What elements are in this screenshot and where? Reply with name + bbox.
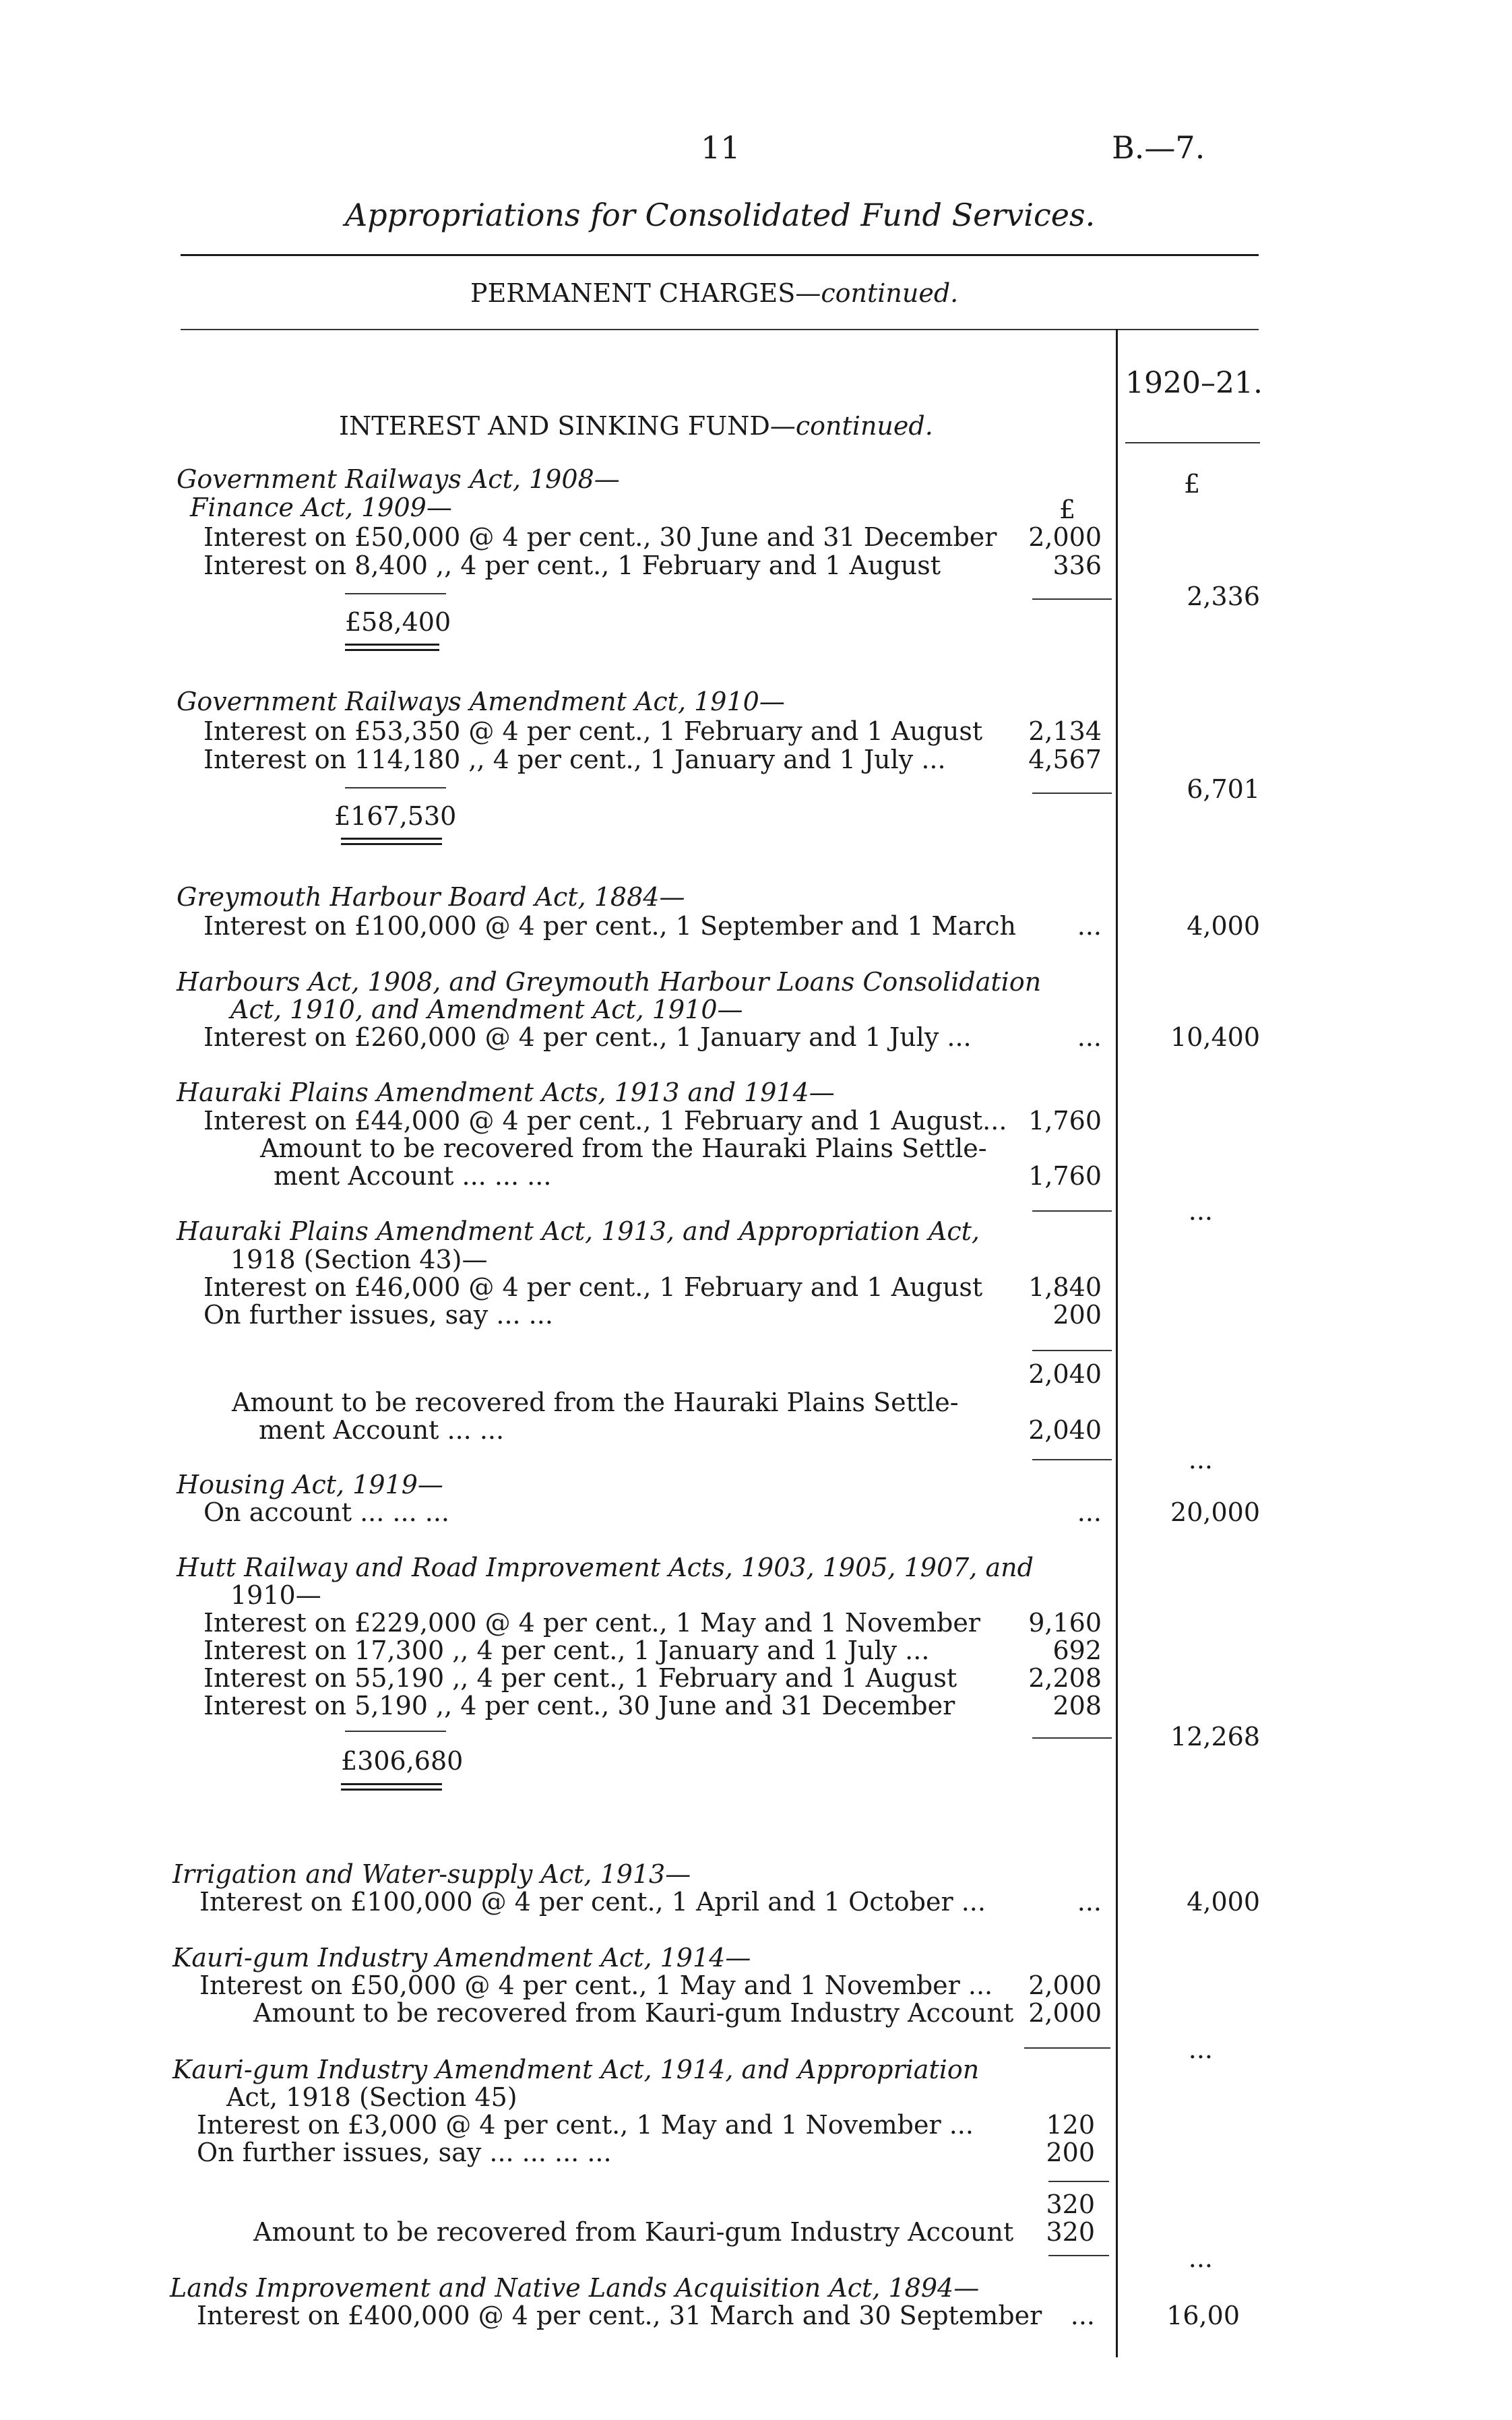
entry-title: Irrigation and Water-supply Act, 1913— [172,1859,691,1889]
entry-line: Interest on £50,000 @ 4 per cent., 30 June and 31 December [203,522,997,552]
section-heading-cont: continued. [821,278,959,308]
entry-title: Government Railways Amendment Act, 1910— [177,687,785,716]
entry-title: Harbours Act, 1908, and Greymouth Harbour Loans Consolidation [177,967,1042,997]
capital-double-rule [341,838,442,845]
entry-subtotal: 320 [1046,2190,1095,2219]
column-rule [1032,793,1112,794]
entry-amount: ... [1077,1887,1102,1917]
section-heading-text: PERMANENT CHARGES— [470,278,821,308]
entry-line: Interest on £53,350 @ 4 per cent., 1 February and 1 August [203,716,983,746]
capital-double-rule [345,644,439,651]
subsection-heading [339,412,933,440]
page-title: Appropriations for Consolidated Fund Services. [345,197,1096,233]
entry-line: Interest on 5,190 ,, 4 per cent., 30 June and 31 December [203,1691,955,1720]
entry-total: 12,268 [1170,1722,1260,1751]
entry-line: Interest on £260,000 @ 4 per cent., 1 January and 1 July ... [203,1022,972,1052]
entry-amount: 200 [1046,2138,1095,2167]
entry-amount: ... [1077,1022,1102,1052]
column-rule [1032,1737,1112,1739]
entry-line: Interest on 114,180 ,, 4 per cent., 1 January and 1 July ... [203,745,946,774]
entry-line: Interest on 55,190 ,, 4 per cent., 1 February and 1 August [203,1663,957,1693]
entry-amount: ... [1070,2301,1095,2330]
capital-double-rule [341,1783,442,1791]
entry-amount: 2,134 [1028,716,1102,746]
entry-line: Interest on 8,400 ,, 4 per cent., 1 February and 1 August [203,551,941,580]
entry-title: Kauri-gum Industry Amendment Act, 1914, and Appropriation [172,2055,980,2084]
column-rule [1048,2255,1109,2256]
entry-amount: 336 [1052,551,1102,580]
capital-total: £167,530 [334,801,457,831]
column-rule [1032,598,1112,600]
column-rule [1032,1210,1112,1212]
currency-left-header: £ [1059,495,1076,524]
entry-total: 10,400 [1170,1022,1260,1052]
entry-line: ment Account ... ... ... [274,1161,552,1191]
entry-amount: 120 [1046,2110,1095,2140]
entry-title: Hutt Railway and Road Improvement Acts, 1903, 1905, 1907, and [177,1553,1034,1582]
entry-amount: 2,000 [1028,1998,1102,2028]
entry-title: Government Railways Act, 1908— [177,464,620,494]
entry-amount: 4,567 [1028,745,1102,774]
capital-rule [345,593,446,594]
entry-total: 4,000 [1187,911,1260,941]
entry-line: Amount to be recovered from the Hauraki Plains Settle- [260,1134,987,1163]
section-rule [181,329,1259,330]
capital-total: £58,400 [345,607,451,637]
capital-rule [345,787,446,788]
paper-code: B.—7. [1112,129,1205,166]
entry-amount: 208 [1052,1691,1102,1720]
entry-title: Act, 1918 (Section 45) [226,2082,517,2112]
entry-line: Interest on £100,000 @ 4 per cent., 1 April and 1 October ... [199,1887,986,1917]
entry-line: On further issues, say ... ... [203,1300,553,1330]
capital-rule [345,1731,446,1732]
entry-amount: 2,000 [1028,1971,1102,2000]
entry-line: Amount to be recovered from Kauri-gum Industry Account [253,2217,1014,2247]
entry-line: Interest on £400,000 @ 4 per cent., 31 March and 30 September [197,2301,1042,2330]
entry-title: 1918 (Section 43)— [230,1245,488,1274]
entry-total: ... [1188,2243,1213,2273]
entry-line: Interest on £46,000 @ 4 per cent., 1 February and 1 August [203,1272,983,1302]
entry-line: Interest on £100,000 @ 4 per cent., 1 September and 1 March [203,911,1016,941]
entry-amount: 2,040 [1028,1415,1102,1445]
entry-title: Finance Act, 1909— [190,493,452,522]
page-number: 11 [701,129,741,166]
entry-line: Amount to be recovered from the Hauraki Plains Settle- [232,1388,959,1417]
entry-subtotal: 2,040 [1028,1359,1102,1389]
entry-line: On account ... ... ... [203,1497,449,1527]
entry-title: Hauraki Plains Amendment Act, 1913, and Appropriation Act, [177,1216,980,1246]
right-column-divider [1116,329,1118,2357]
entry-total: ... [1188,2035,1213,2064]
entry-line: Interest on £44,000 @ 4 per cent., 1 February and 1 August... [203,1106,1007,1136]
subsection-heading-cont: continued. [795,411,933,441]
currency-right-header: £ [1184,469,1201,499]
entry-line: Amount to be recovered from Kauri-gum Industry Account [253,1998,1014,2028]
entry-amount: 692 [1052,1636,1102,1665]
entry-line: Interest on £229,000 @ 4 per cent., 1 May and 1 November [203,1608,980,1638]
year-header-rule [1125,442,1260,443]
entry-amount: 1,760 [1028,1106,1102,1136]
column-rule [1032,1350,1112,1351]
entry-amount: 2,000 [1028,522,1102,552]
subsection-heading-text: INTEREST AND SINKING FUND— [339,411,796,441]
year-header: 1920–21. [1125,366,1263,400]
entry-title: Act, 1910, and Amendment Act, 1910— [230,995,743,1024]
entry-line: Interest on £50,000 @ 4 per cent., 1 May and 1 November ... [199,1971,993,2000]
entry-amount: 9,160 [1028,1608,1102,1638]
entry-line: On further issues, say ... ... ... ... [197,2138,612,2167]
column-rule [1032,1459,1112,1460]
entry-amount: ... [1077,911,1102,941]
entry-title: 1910— [230,1580,321,1610]
entry-title: Hauraki Plains Amendment Acts, 1913 and 1914— [177,1078,835,1107]
column-rule [1048,2181,1109,2182]
entry-line: ment Account ... ... [259,1415,505,1445]
entry-title: Lands Improvement and Native Lands Acquisition Act, 1894— [170,2273,980,2303]
entry-amount: 320 [1046,2217,1095,2247]
entry-line: Interest on 17,300 ,, 4 per cent., 1 January and 1 July ... [203,1636,930,1665]
entry-amount: 2,208 [1028,1663,1102,1693]
capital-total: £306,680 [341,1746,464,1776]
entry-total: ... [1188,1445,1213,1475]
entry-title: Kauri-gum Industry Amendment Act, 1914— [172,1943,751,1973]
section-heading [470,279,958,307]
entry-amount: 1,760 [1028,1161,1102,1191]
entry-amount: ... [1077,1497,1102,1527]
entry-total: 6,701 [1187,774,1260,804]
entry-title: Greymouth Harbour Board Act, 1884— [177,882,685,912]
entry-total: 16,00 [1166,2301,1240,2330]
column-rule [1024,2047,1110,2049]
entry-total: 2,336 [1187,582,1260,611]
entry-amount: 200 [1052,1300,1102,1330]
entry-line: Interest on £3,000 @ 4 per cent., 1 May and 1 November ... [197,2110,974,2140]
entry-title: Housing Act, 1919— [177,1470,443,1499]
entry-total: ... [1188,1196,1213,1226]
entry-total: 20,000 [1170,1497,1260,1527]
entry-amount: 1,840 [1028,1272,1102,1302]
title-rule [181,254,1259,256]
entry-total: 4,000 [1187,1887,1260,1917]
